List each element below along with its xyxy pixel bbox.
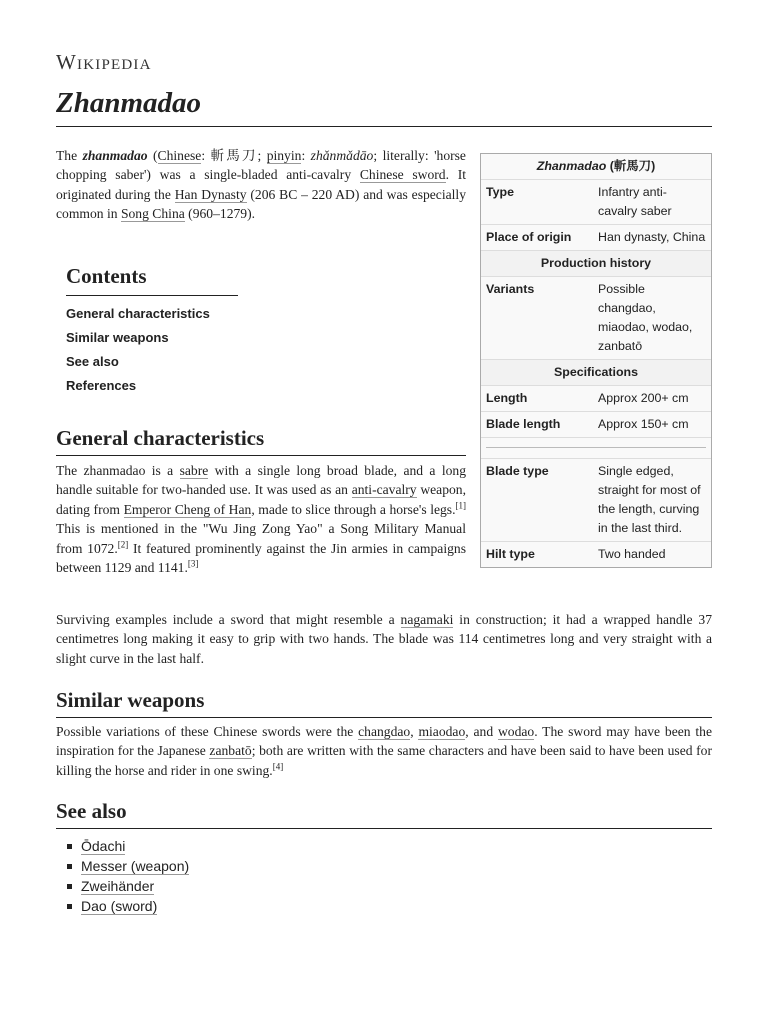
infobox-label: Type	[486, 185, 514, 199]
infobox-row-blade-type	[481, 458, 711, 541]
wikipedia-logo[interactable]: Wikipedia	[56, 50, 152, 74]
see-also-list	[56, 836, 189, 916]
toc-item-similar-weapons[interactable]: Similar weapons	[66, 330, 169, 345]
toc-item-general-characteristics[interactable]: General characteristics	[66, 306, 210, 321]
link-pinyin[interactable]: pinyin	[266, 148, 302, 163]
citation-1[interactable]: [1]	[455, 500, 466, 511]
citation-2[interactable]: [2]	[117, 539, 129, 550]
body-text: with a single long broad blade, and a long handle suitable for two-handed use. It was used as an	[56, 463, 466, 498]
body-text: in construction; it had a wrapped handle 37 centimetres long making it easy to grip with two hands. The blade was 114 centimetres long and very straight with a slight curve in the last half.	[56, 612, 712, 666]
infobox-row-type	[481, 179, 711, 224]
list-item	[56, 836, 189, 856]
infobox-section-production-history: Production history	[481, 250, 711, 276]
link-changdao[interactable]: changdao	[358, 724, 411, 739]
toc-title: Contents	[66, 264, 238, 296]
infobox-label: Variants	[486, 282, 535, 296]
table-of-contents	[66, 264, 238, 398]
citation-3[interactable]: [3]	[187, 558, 199, 569]
heading-similar-weapons: Similar weapons	[56, 686, 712, 718]
infobox-value: Possible changdao, miaodao, wodao, zanbatō	[598, 282, 693, 353]
link-nagamaki[interactable]: nagamaki	[400, 612, 454, 627]
infobox-row-hilt-type	[481, 541, 711, 567]
infobox-value: Approx 200+ cm	[598, 391, 689, 405]
intro-text: :	[301, 148, 311, 163]
infobox-label: Blade length	[486, 417, 561, 431]
infobox-value: Two handed	[598, 547, 666, 561]
body-text: The zhanmadao is a	[56, 463, 180, 478]
body-text: ,	[410, 724, 419, 739]
infobox-row-origin	[481, 224, 711, 250]
link-messer-weapon[interactable]: Messer (weapon)	[81, 858, 190, 874]
link-miaodao[interactable]: miaodao	[418, 724, 466, 739]
link-chinese[interactable]: Chinese	[157, 148, 202, 163]
link-zweihander[interactable]: Zweihänder	[81, 878, 155, 894]
body-text: It featured prominently against the Jin armies in campaigns between 1129 and 1141.	[56, 540, 466, 576]
infobox-value: Approx 150+ cm	[598, 417, 689, 431]
infobox-value: Single edged, straight for most of the length, curving in the last third.	[598, 464, 701, 535]
toc-item-references[interactable]: References	[66, 378, 137, 393]
intro-text: The	[56, 148, 83, 163]
list-item	[56, 876, 189, 896]
infobox-value: Infantry anti-cavalry saber	[598, 185, 672, 218]
infobox-row-length	[481, 385, 711, 411]
body-text: , made to slice through a horse's legs.	[251, 501, 456, 517]
infobox-section-specifications: Specifications	[481, 359, 711, 385]
intro-term: zhanmadao	[82, 148, 148, 163]
infobox-caption-chars: (斬馬刀)	[606, 159, 656, 173]
infobox	[480, 153, 712, 568]
infobox-label: Length	[486, 391, 528, 405]
intro-text: (	[147, 148, 158, 163]
intro-text: . It originated during the	[56, 167, 466, 202]
toc-item-see-also[interactable]: See also	[66, 354, 119, 369]
heading-see-also: See also	[56, 797, 712, 829]
intro-text: : 斬馬刀;	[201, 148, 267, 163]
body-text: weapon, dating from	[56, 482, 466, 517]
list-item	[56, 896, 189, 916]
pinyin-value: zhǎnmǎdāo	[310, 148, 374, 163]
link-zanbato[interactable]: zanbatō	[209, 743, 252, 759]
link-sabre[interactable]: sabre	[179, 463, 209, 478]
link-emperor-cheng-of-han[interactable]: Emperor Cheng of Han	[123, 501, 252, 517]
body-text: , and	[465, 724, 498, 739]
link-chinese-sword[interactable]: Chinese sword	[359, 167, 446, 183]
page-title: Zhanmadao	[56, 84, 712, 127]
link-anti-cavalry[interactable]: anti-cavalry	[351, 482, 417, 498]
general-paragraph-1	[56, 461, 466, 577]
infobox-caption-name: Zhanmadao	[536, 159, 607, 173]
list-item	[56, 856, 189, 876]
link-wodao[interactable]: wodao	[497, 724, 535, 739]
body-text: Possible variations of these Chinese swords were the	[56, 724, 359, 739]
infobox-caption	[481, 154, 711, 179]
body-text: This is mentioned in the "Wu Jing Zong Yao" a Song Military Manual from 1072.	[56, 521, 466, 556]
infobox-row-blade-length	[481, 411, 711, 437]
infobox-row-variants	[481, 276, 711, 359]
body-text: ; both are written with the same characters and have been said to have been used for killing the horse and rider in one swing.	[56, 743, 712, 778]
infobox-label: Hilt type	[486, 547, 535, 561]
intro-paragraph	[56, 146, 466, 224]
citation-4[interactable]: [4]	[272, 761, 284, 772]
intro-text: ; literally: 'horse chopping saber') was a single-bladed anti-cavalry	[56, 148, 466, 183]
link-han-dynasty[interactable]: Han Dynasty	[174, 186, 247, 202]
link-odachi[interactable]: Ōdachi	[81, 838, 126, 854]
intro-text: (960–1279).	[184, 206, 256, 222]
body-text: Surviving examples include a sword that might resemble a	[56, 612, 401, 627]
heading-general-characteristics: General characteristics	[56, 424, 466, 456]
link-song-china[interactable]: Song China	[120, 206, 185, 222]
infobox-divider	[481, 437, 711, 458]
link-dao-sword[interactable]: Dao (sword)	[81, 898, 158, 914]
general-paragraph-2	[56, 610, 712, 668]
intro-text: (206 BC – 220 AD) and was especially common in	[56, 186, 467, 222]
infobox-value: Han dynasty, China	[598, 230, 706, 244]
infobox-label: Place of origin	[486, 230, 572, 244]
body-text: . The sword may have been the inspiration for the Japanese	[56, 724, 713, 759]
infobox-label: Blade type	[486, 464, 549, 478]
similar-weapons-paragraph	[56, 722, 712, 780]
